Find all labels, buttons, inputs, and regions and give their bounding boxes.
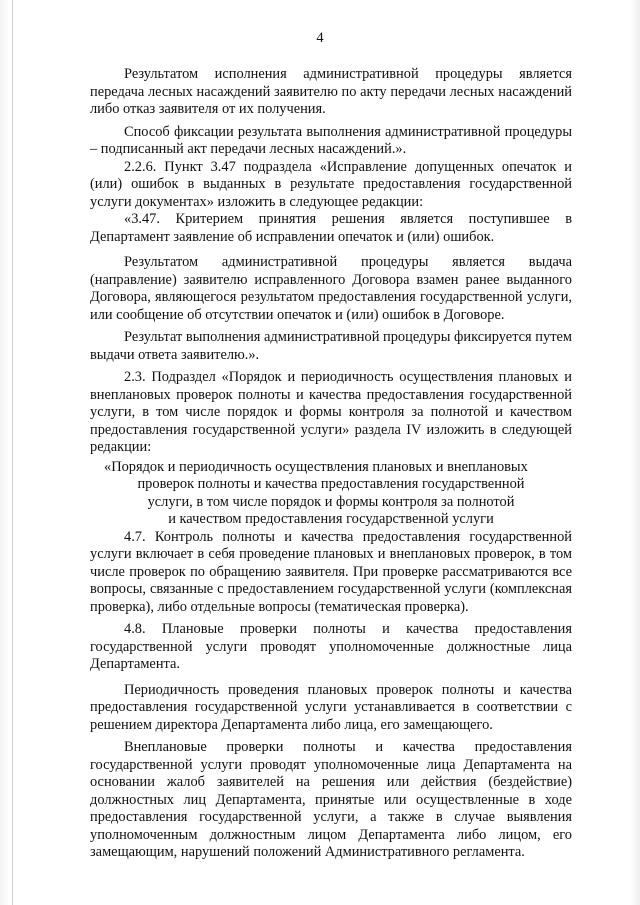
heading-line-3: услуги, в том числе порядок и формы контроля за полнотой [147, 493, 515, 510]
paragraph-1: Результатом исполнения административной процедуры является передача лесных насаждений заявителю по акту передачи лесных насаждений либо отказ заявителя от их получения. [90, 66, 572, 117]
paragraph-5: Результатом административной процедуры является выдача (направление) заявителю исправленного Договора взамен ранее выданного Договора, являющегося результатом предоставления государственной услуги, или сообщение об отсутствии опечаток и (или) ошибок в Договоре. [90, 254, 572, 323]
paragraph-4: «3.47. Критерием принятия решения является поступившее в Департамент заявление об исправлении опечаток и (или) ошибок. [90, 211, 572, 245]
paragraph-9: 4.8. Плановые проверки полноты и качества предоставления государственной услуги проводят уполномоченные должностные лица Департамента. [90, 621, 572, 672]
heading-line-4: и качеством предоставления государственной услуги [168, 511, 494, 527]
paragraph-11: Внеплановые проверки полноты и качества предоставления государственной услуги проводят уполномоченные лица Департамента на основании жалоб заявителей на решения или действия (бездействие) должностных лиц Департамента, принятые или осуществленные в ходе предоставления государственной услуги, а также в случае выявления уполномоченным должностным лицом Департамента либо лицом, его замещающим, нарушений положений Административного регламента. [90, 739, 572, 860]
paragraph-8: 4.7. Контроль полноты и качества предоставления государственной услуги включает в себя проведение плановых и внеплановых проверок, в том числе проверок по обращению заявителя. При проверке рассматриваются все вопросы, связанные с предоставлением государственной услуги (комплексная проверка), либо отдельные вопросы (тематическая проверка). [90, 528, 572, 615]
scan-edge-line [12, 0, 13, 905]
paragraph-10: Периодичность проведения плановых проверок полноты и качества предоставления государственной услуги устанавливается в соответствии с решением директора Департамента либо лица, его замещающего. [90, 681, 572, 733]
heading-line-2: проверок полноты и качества предоставления государственной [137, 476, 525, 492]
paragraph-6: Результат выполнения административной процедуры фиксируется путем выдачи ответа заявителю.». [90, 329, 572, 363]
paragraph-3: 2.2.6. Пункт 3.47 подраздела «Исправление допущенных опечаток и (или) ошибок в выданных в результате предоставления государственной услуги документах» изложить в следующее редакции: [90, 158, 572, 210]
document-body [90, 66, 572, 862]
section-heading [90, 459, 572, 529]
paragraph-2: Способ фиксации результата выполнения административной процедуры – подписанный акт передачи лесных насаждений.». [90, 123, 572, 157]
page-number: 4 [316, 30, 324, 46]
heading-line-1: «Порядок и периодичность осуществления плановых и внеплановых [104, 458, 528, 475]
paragraph-7: 2.3. Подраздел «Порядок и периодичность осуществления плановых и внеплановых проверок полноты и качества предоставления государственной услуги, в том числе порядок и формы контроля за полнотой и качеством предоставления государственной услуги» раздела IV изложить в следующей редакции: [90, 369, 572, 455]
